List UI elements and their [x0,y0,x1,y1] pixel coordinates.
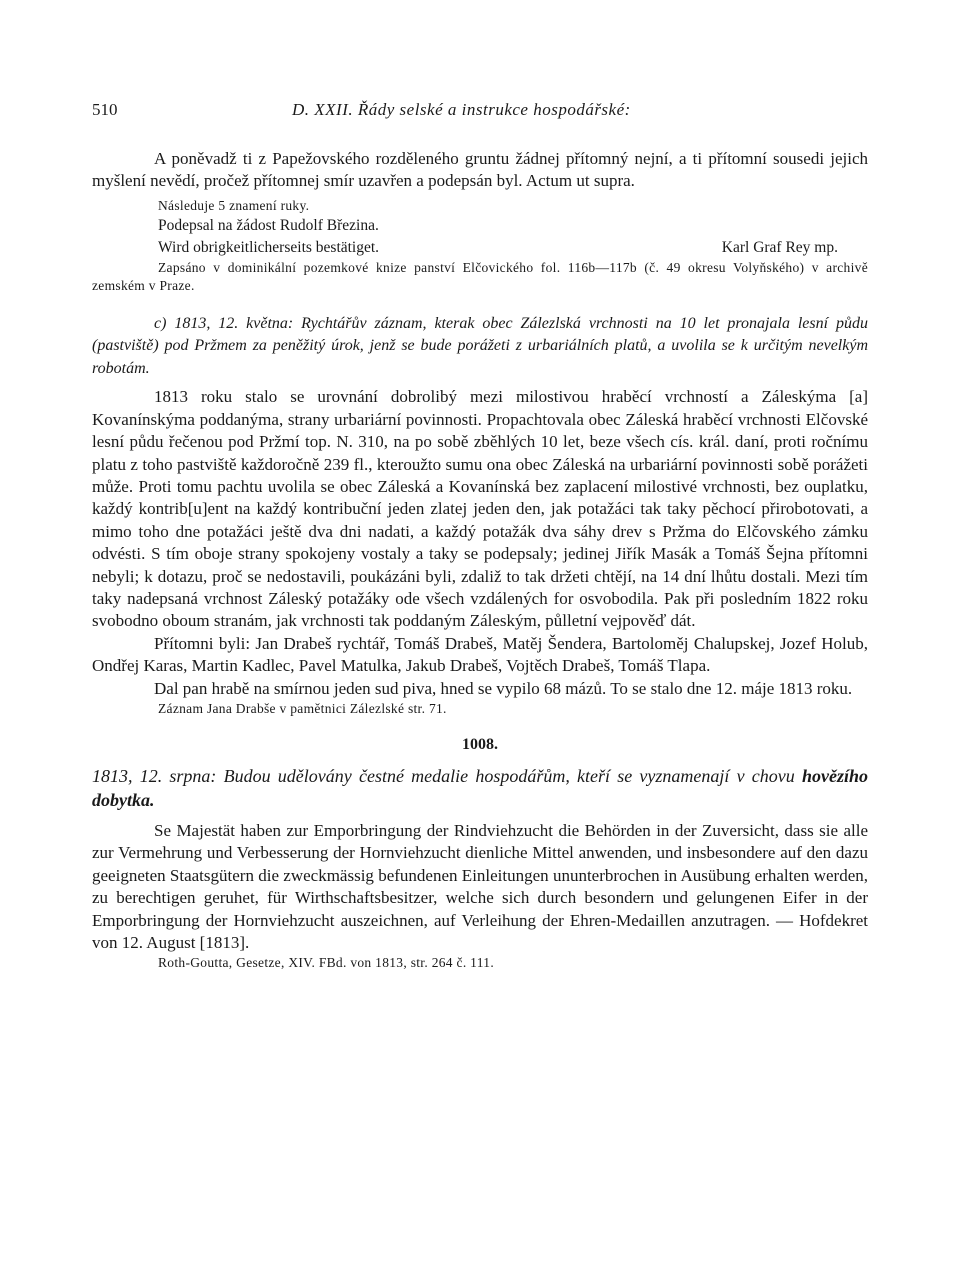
section-title-bold: hovězího dobytka. [92,766,868,810]
document-number: 1008. [462,736,498,753]
mark-note: Následuje 5 znamení ruky. [158,197,310,213]
signatory: Karl Graf Rey mp. [721,238,838,256]
paragraph-main: 1813 roku stalo se urovnání dobrolibý mezi milostivou hraběcí vrchností a Záleskýma [a] Kovanínskýma poddanýma, strany urbariární povinnosti. Propachtovala obec Záleská hraběcí vrchnosti Elčovské lesní půdu řečenou pod Pržmí top. N. 310, na po sobě zběhlých 10 let, beze všech cís. král. daní, proti ročnímu platu z toho pastviště každoročně 239 fl., kteroužto sumu ona obec Záleská na urbariární povinnosti sobě porážeti může. Proti tomu pachtu uvolila se obec Záleská a Kovanínská bez zaplacení milostivé vrchnosti, bez ouplatku, každý kontrib[u]ent na každý kontribuční jeden zlatej jeden den, jak potažáci tak taky pěchocí přirobotovati, a mimo toho dne potažáci ještě dva dni nadati, a každý potažák dva sáhy drev s Pržma do Elčovského zámku odvésti. S tím oboje strany spokojeny vostaly a taky se podepsaly; jedinej Jiřík Masák a Tomáš Šejna přítomni nebyli; k dotazu, proč se nedostavili, poukázáni byli, zdaliž to tak držeti chtějí, na 14 dní lhůtu dostali. Mezi tím taky nadepsaná vrchnost Záleský potažáky ode všech vzdálených for osvobodila. Pak při posledním 1822 roku svobodno oboum stranám, jak vrchnosti tak poddaným Záleským, půlletní vejpověď dát. [92,387,868,631]
document-page [92,100,868,972]
paragraph-beer: Dal pan hrabě na smírnou jeden sud piva, hned se vypilo 68 mázů. To se stalo dne 12. máje 1813 roku. [154,678,853,698]
section-title [92,764,868,812]
signed-line: Podepsal na žádost Rudolf Březina. [158,216,379,234]
section-heading-c: c) 1813, 12. května: Rychtářův záznam, kterak obec Zálezlská vrchnosti na 10 let pronajala lesní půdu (pastviště) pod Pržmem za peněžitý úrok, jenž se bude porážeti z urbariálních platů, a uvolila se k určitým nevelkým robotám. [92,314,868,377]
source-note-2: Záznam Jana Drabše v pamětnici Zálezlské str. 71. [158,701,447,716]
paragraph-decree: Se Majestät haben zur Emporbringung der Rindviehzucht die Behörden in der Zuversicht, dass sie alle zur Vermehrung und Verbesserung der Hornviehzucht dienliche Mittel anwenden, und insbesondere auf den dazu geeigneten Staatsgütern die zweckmässig befundenen Einleitungen ununterbrochen in Ausübung erhalten werden, zu berechtigen geruhet, für Wirthschaftsbesitzer, welche sich durch besondern und gelungenen Eifer in der Emporbringung der Hornviehzucht auszeichnen, auf Verleihung der Ehren-Medaillen anzutragen. — Hofdekret von 12. August [1813]. [92,821,868,953]
page-header [92,100,868,120]
page-number: 510 [92,100,118,119]
confirmation-row [92,237,868,259]
paragraph-present: Přítomni byli: Jan Drabeš rychtář, Tomáš Drabeš, Matěj Šendera, Bartoloměj Chalupskej, Jozef Holub, Ondřej Karas, Martin Kadlec, Pavel Matulka, Jakub Drabeš, Vojtěch Drabeš, Tomáš Tlapa. [92,633,868,676]
paragraph-settlement: A poněvadž ti z Papežovského rozděleného gruntu žádnej přítomný nejní, a ti přítomní sousedi jejich myšlení nevědí, pročež přítomnej smír uzavřen a podepsán byl. Actum ut supra. [92,149,868,191]
running-title: D. XXII. Řády selské a instrukce hospodářské: [292,100,631,119]
source-note-3: Roth-Goutta, Gesetze, XIV. FBd. von 1813, str. 264 č. 111. [158,955,495,971]
source-note-1: Zapsáno v dominikální pozemkové knize panství Elčovického fol. 116b—117b (č. 49 okresu Volyňského) v archivě zemském v Praze. [92,259,868,293]
confirmation-text: Wird obrigkeitlicherseits bestätiget. [158,238,380,256]
section-title-text: 1813, 12. srpna: Budou udělovány čestné medalie hospodářům, kteří se vyznamenají v chovu [92,766,795,786]
